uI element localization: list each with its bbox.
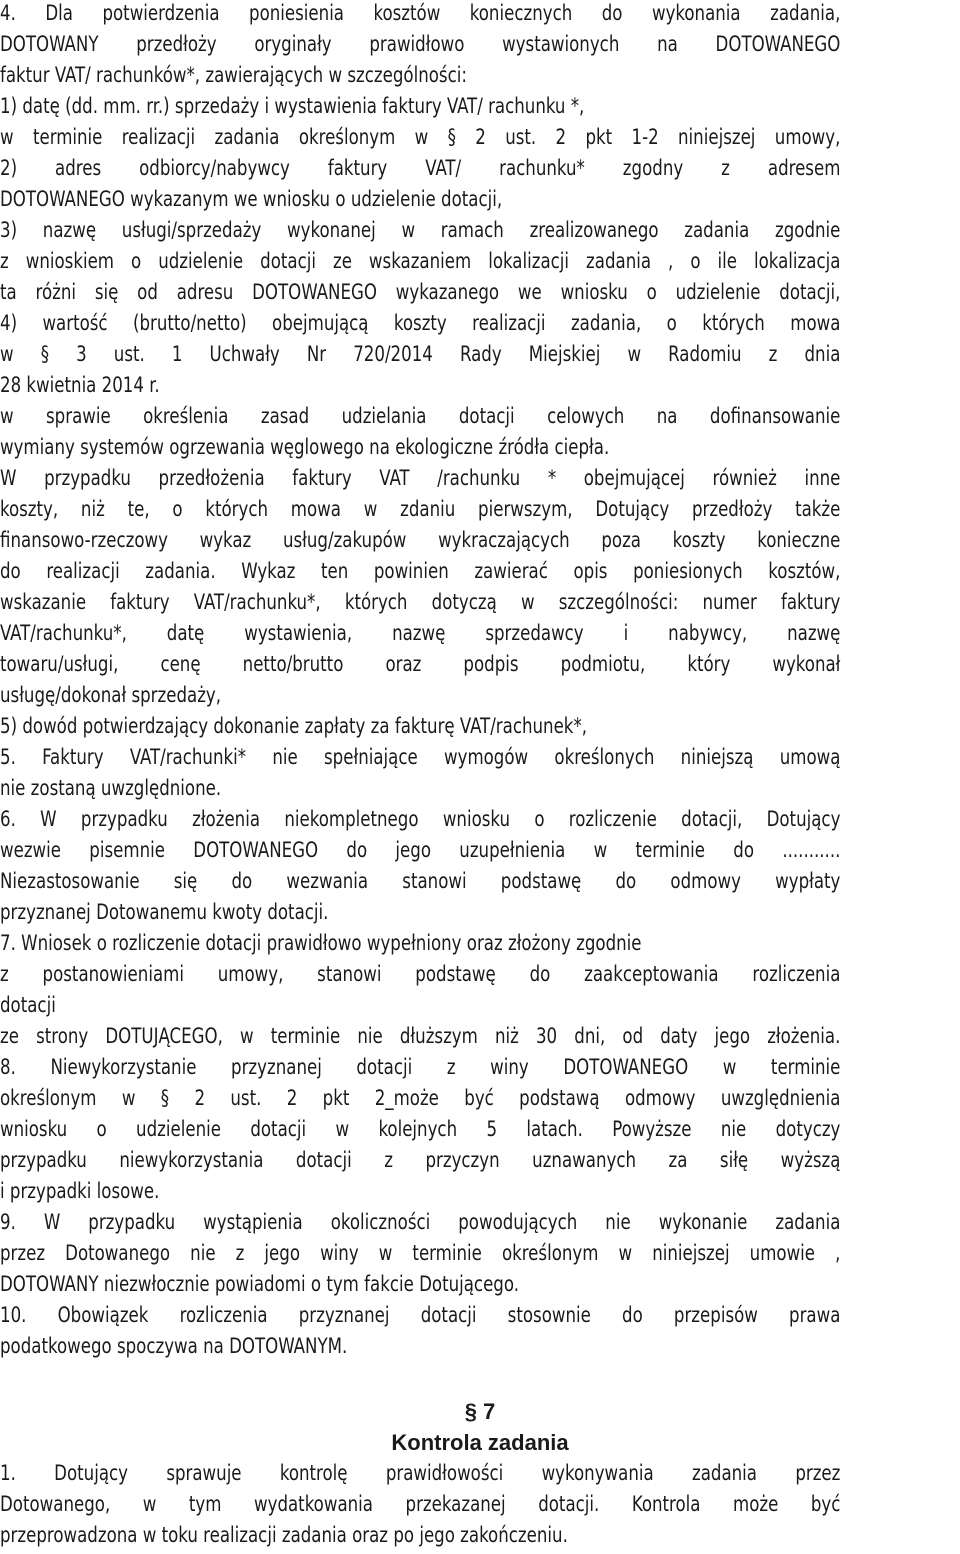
text-line: 4. Dla potwierdzenia poniesienia kosztów koniecznych do wykonania zadania, [0, 1, 841, 25]
text-line: wskazanie faktury VAT/rachunku*, których dotyczą w szczególności: numer faktury [0, 590, 841, 614]
text-line: przypadku niewykorzystania dotacji z przyczyn uznawanych za siłę wyższą [0, 1148, 841, 1172]
text-line: DOTOWANY niezwłocznie powiadomi o tym fakcie Dotującego. [0, 1272, 519, 1296]
text-line: 10. Obowiązek rozliczenia przyznanej dotacji stosownie do przepisów prawa [0, 1303, 841, 1327]
text-line: 9. W przypadku wystąpienia okoliczności powodujących nie wykonanie zadania [0, 1210, 841, 1234]
text-line: wymiany systemów ogrzewania węglowego na ekologiczne źródła ciepła. [0, 435, 610, 459]
text-line: przeprowadzona w toku realizacji zadania oraz po jego zakończeniu. [0, 1523, 568, 1547]
text-line: przyznanej Dotowanemu kwoty dotacji. [0, 900, 329, 924]
text-line: z wnioskiem o udzielenie dotacji ze wskazaniem lokalizacji zadania , o ile lokalizacja [0, 249, 841, 273]
section-number: § 7 [464, 1399, 496, 1424]
text-line: do realizacji zadania. Wykaz ten powinien zawierać opis poniesionych kosztów, [0, 559, 841, 583]
text-line: 4) wartość (brutto/netto) obejmującą koszty realizacji zadania, o których mowa [0, 311, 841, 335]
text-line: 6. W przypadku złożenia niekompletnego wniosku o rozliczenie dotacji, Dotujący [0, 807, 841, 831]
text-line: 1. Dotujący sprawuje kontrolę prawidłowości wykonywania zadania przez [0, 1461, 841, 1485]
text-line: i przypadki losowe. [0, 1179, 160, 1203]
text-line: DOTOWANEGO wykazanym we wniosku o udzielenie dotacji, [0, 187, 503, 211]
text-line: 28 kwietnia 2014 r. [0, 373, 160, 397]
text-line: VAT/rachunku*, datę wystawienia, nazwę sprzedawcy i nabywcy, nazwę [0, 621, 841, 645]
text-line: towaru/usługi, cenę netto/brutto oraz podpis podmiotu, który wykonał [0, 652, 841, 676]
section-title: Kontrola zadania [391, 1430, 569, 1455]
text-line: wezwie pisemnie DOTOWANEGO do jego uzupełnienia w terminie do ........... [0, 838, 841, 862]
text-line: usługę/dokonał sprzedaży, [0, 683, 222, 707]
text-line: Dotowanego, w tym wydatkowania przekazanej dotacji. Kontrola może być [0, 1492, 841, 1516]
text-line: 1) datę (dd. mm. rr.) sprzedaży i wystawienia faktury VAT/ rachunku *, [0, 94, 585, 118]
text-line: przez Dotowanego nie z jego winy w terminie określonym w niniejszej umowie , [0, 1241, 841, 1265]
text-line: w terminie realizacji zadania określonym w § 2 ust. 2 pkt 1-2 niniejszej umowy, [0, 125, 841, 149]
text-line: finansowo-rzeczowy wykaz usług/zakupów wykraczających poza koszty konieczne [0, 528, 841, 552]
text-line: określonym w § 2 ust. 2 pkt 2_może być podstawą odmowy uwzględnienia [0, 1086, 841, 1110]
text-line: w sprawie określenia zasad udzielania dotacji celowych na dofinansowanie [0, 404, 841, 428]
text-line: 5) dowód potwierdzający dokonanie zapłaty za fakturę VAT/rachunek*, [0, 714, 588, 738]
text-line: ze strony DOTUJĄCEGO, w terminie nie dłuższym niż 30 dni, od daty jego złożenia. [0, 1024, 841, 1048]
text-line: W przypadku przedłożenia faktury VAT /rachunku * obejmującej również inne [0, 466, 841, 490]
text-line: DOTOWANY przedłoży oryginały prawidłowo wystawionych na DOTOWANEGO [0, 32, 841, 56]
text-line: 7. Wniosek o rozliczenie dotacji prawidłowo wypełniony oraz złożony zgodnie [0, 931, 642, 955]
text-line: faktur VAT/ rachunków*, zawierających w szczególności: [0, 63, 467, 87]
text-line: wniosku o udzielenie dotacji w kolejnych 5 latach. Powyższe nie dotyczy [0, 1117, 841, 1141]
text-line: nie zostaną uwzględnione. [0, 776, 222, 800]
text-line: 8. Niewykorzystanie przyznanej dotacji z winy DOTOWANEGO w terminie [0, 1055, 841, 1079]
text-line: 3) nazwę usługi/sprzedaży wykonanej w ramach zrealizowanego zadania zgodnie [0, 218, 841, 242]
text-line: w § 3 ust. 1 Uchwały Nr 720/2014 Rady Miejskiej w Radomiu z dnia [0, 342, 841, 366]
text-line: 5. Faktury VAT/rachunki* nie spełniające wymogów określonych niniejszą umową [0, 745, 841, 769]
text-line: z postanowieniami umowy, stanowi podstawę do zaakceptowania rozliczenia [0, 962, 841, 986]
text-line: Niezastosowanie się do wezwania stanowi podstawę do odmowy wypłaty [0, 869, 841, 893]
text-line: dotacji [0, 993, 56, 1017]
text-line: 2) adres odbiorcy/nabywcy faktury VAT/ rachunku* zgodny z adresem [0, 156, 841, 180]
text-line: podatkowego spoczywa na DOTOWANYM. [0, 1334, 348, 1358]
text-line: koszty, niż te, o których mowa w zdaniu pierwszym, Dotujący przedłoży także [0, 497, 841, 521]
text-line: ta różni się od adresu DOTOWANEGO wykazanego we wniosku o udzielenie dotacji, [0, 280, 841, 304]
